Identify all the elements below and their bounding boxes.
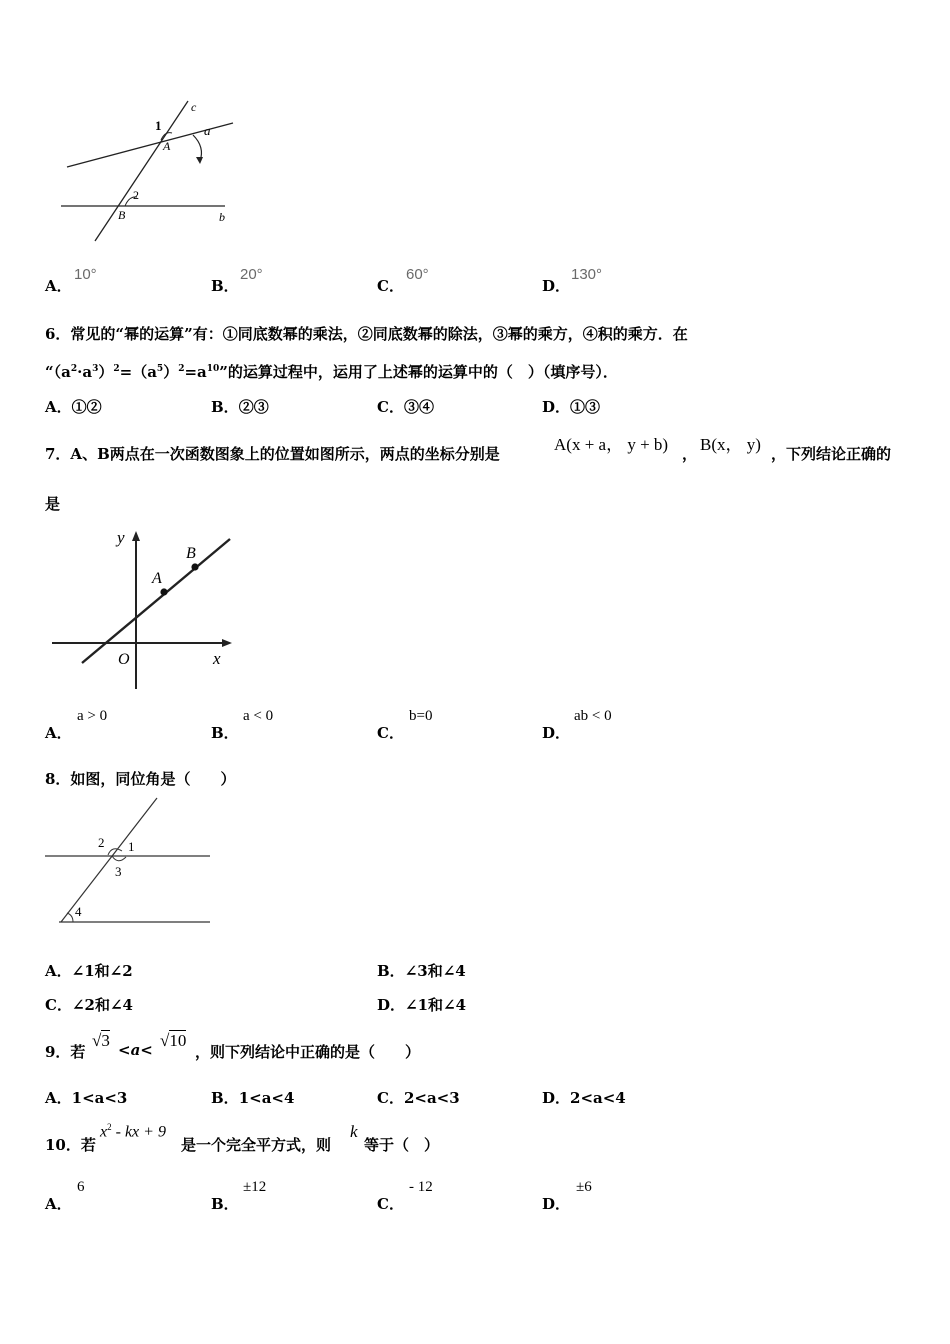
label-B: B (186, 545, 196, 562)
q8-option-a[interactable]: A．∠1和∠2 (45, 962, 133, 980)
q8-text: 8．如图，同位角是（ ） (45, 770, 236, 788)
q10-option-a-value: 6 (77, 1179, 85, 1195)
y-arrow (132, 531, 140, 541)
q9-mid: <a< (118, 1041, 153, 1059)
q10-suffix: 等于（ ） (364, 1136, 440, 1154)
q7-figure (50, 525, 240, 693)
arrow-head (196, 157, 203, 164)
q5-figure (55, 95, 245, 245)
label-B: B (118, 208, 126, 222)
x-arrow (222, 639, 232, 647)
q10-option-b-letter[interactable]: B． (211, 1195, 239, 1213)
q7-option-d-value: ab < 0 (574, 708, 612, 724)
q7-text-after: ，下列结论正确的 (771, 445, 892, 463)
q5-option-b-value: 20° (240, 266, 263, 283)
q10-prefix: 10．若 (45, 1136, 96, 1154)
q6-line1: 6．常见的“幂的运算”有：①同底数幂的乘法，②同底数幂的除法，③幂的乘方，④积的乘方．在 (45, 325, 688, 343)
q9-option-a[interactable]: A．1<a<3 (45, 1089, 128, 1107)
q5-option-c-letter[interactable]: C． (377, 277, 404, 295)
q6-option-b[interactable]: B．②③ (211, 398, 269, 416)
q9-suffix: ，则下列结论中正确的是（ ） (195, 1043, 421, 1061)
function-line (82, 539, 230, 663)
label-2: 2 (133, 188, 139, 202)
point-a (160, 588, 167, 595)
q9-root2: √10 (160, 1031, 187, 1050)
q7-coord-b: B(x， y) (700, 435, 761, 454)
q7-option-a-value: a > 0 (77, 708, 108, 724)
q7-sep: ， (682, 445, 698, 463)
q9-option-c[interactable]: C．2<a<3 (377, 1089, 460, 1107)
q8-option-c[interactable]: C．∠2和∠4 (45, 996, 133, 1014)
q6-option-c[interactable]: C．③④ (377, 398, 434, 416)
q10-middle: 是一个完全平方式，则 (181, 1136, 332, 1154)
q10-expression: $x^2$ - kx + 9 (100, 1122, 166, 1141)
q6-line2: “$(a^2\cdot a^3)^2=(a^5)^2=a^{10}$”的运算过程中，运用了上述幂的运算中的（ ）（填序号）． (45, 363, 618, 381)
q7-option-b-value: a < 0 (243, 708, 274, 724)
q7-coord-a: A(x + a， y + b) (554, 435, 669, 454)
q9-root1: √3 (92, 1031, 110, 1050)
q8-figure (42, 795, 214, 927)
label-x: x (213, 649, 221, 668)
q10-k: k (350, 1122, 358, 1141)
q10-option-c-value: - 12 (409, 1179, 433, 1195)
q7-text-before: 7．A、B两点在一次函数图象上的位置如图所示，两点的坐标分别是 (45, 445, 500, 463)
label-y: y (117, 528, 125, 547)
q7-option-b-letter[interactable]: B． (211, 724, 239, 742)
angle-arc-4 (67, 913, 73, 922)
label-b: b (219, 210, 225, 224)
label-A: A (152, 570, 162, 587)
label-1: 1 (128, 839, 135, 854)
q10-option-c-letter[interactable]: C． (377, 1195, 404, 1213)
label-3: 3 (115, 864, 122, 879)
q5-option-a-letter[interactable]: A． (45, 277, 72, 295)
label-a: a (204, 123, 211, 138)
q8-option-d[interactable]: D．∠1和∠4 (377, 996, 467, 1014)
q9-option-b[interactable]: B．1<a<4 (211, 1089, 295, 1107)
q8-option-b[interactable]: B．∠3和∠4 (377, 962, 466, 980)
q5-option-d-value: 130° (571, 266, 603, 283)
q10-option-d-value: ±6 (576, 1179, 592, 1195)
q5-option-b-letter[interactable]: B． (211, 277, 239, 295)
q10-option-b-value: ±12 (243, 1179, 267, 1195)
label-2: 2 (98, 835, 105, 850)
q9-prefix: 9．若 (45, 1043, 86, 1061)
q7-option-a-letter[interactable]: A． (45, 724, 72, 742)
point-b (191, 563, 198, 570)
q5-option-c-value: 60° (406, 266, 429, 283)
q5-option-d-letter[interactable]: D． (542, 277, 571, 295)
label-1: 1 (155, 118, 162, 133)
q10-option-d-letter[interactable]: D． (542, 1195, 571, 1213)
q9-option-d[interactable]: D．2<a<4 (542, 1089, 626, 1107)
label-c: c (191, 100, 197, 114)
angle-arc-bottom (112, 856, 126, 861)
q7-option-c-letter[interactable]: C． (377, 724, 404, 742)
q5-option-a-value: 10° (74, 266, 97, 283)
q6-option-d[interactable]: D．①③ (542, 398, 601, 416)
q7-option-c-value: b=0 (409, 708, 433, 724)
q7-line2: 是 (45, 495, 61, 513)
label-4: 4 (75, 904, 82, 919)
q10-option-a-letter[interactable]: A． (45, 1195, 72, 1213)
q6-option-a[interactable]: A．①② (45, 398, 102, 416)
line-c (95, 101, 188, 241)
label-A: A (163, 139, 171, 153)
label-O: O (118, 651, 130, 668)
q7-option-d-letter[interactable]: D． (542, 724, 571, 742)
